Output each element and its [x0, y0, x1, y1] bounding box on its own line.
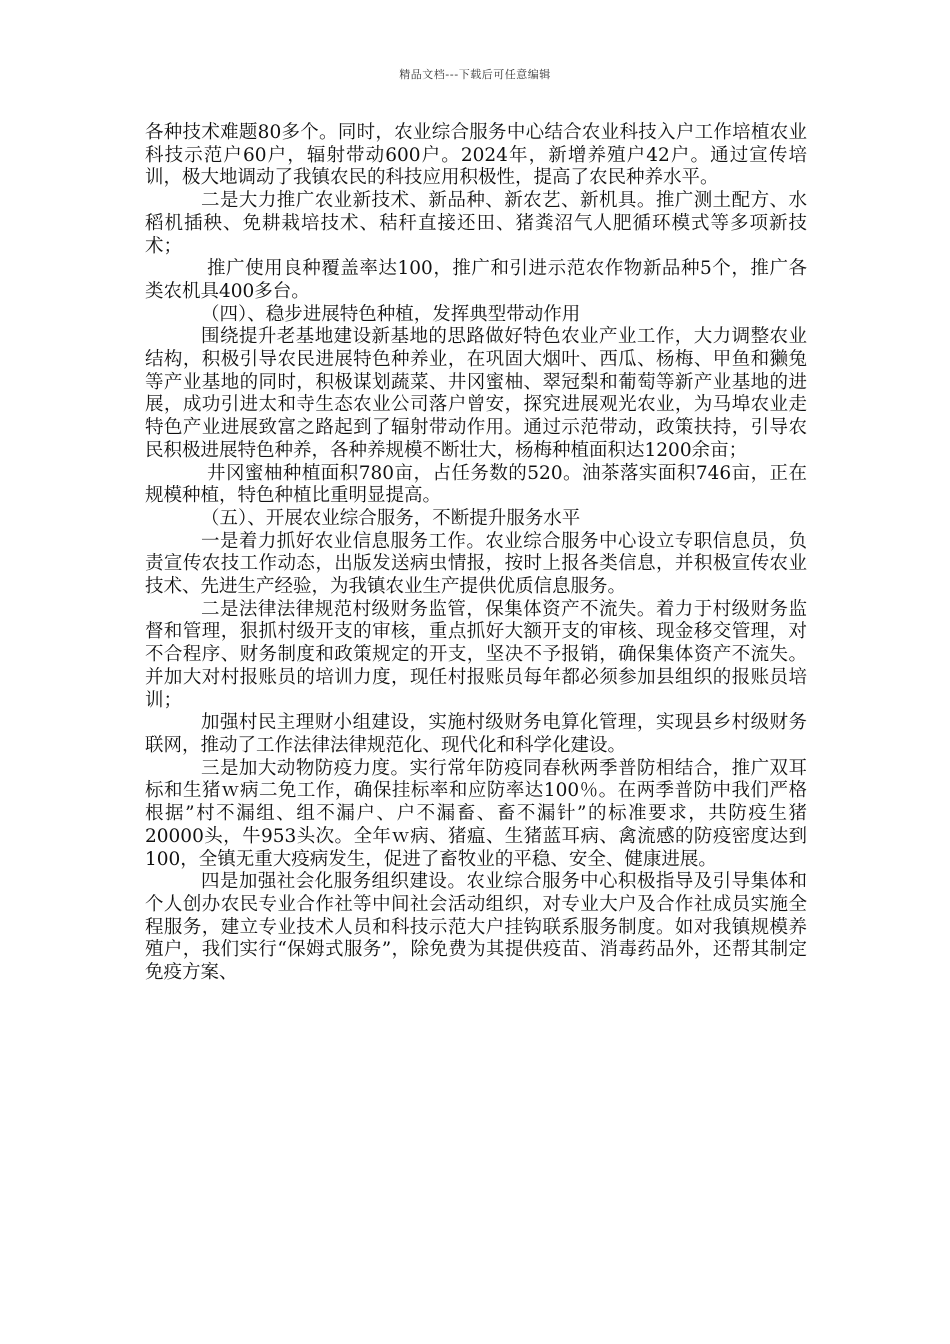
paragraph: 井冈蜜柚种植面积780亩，占任务数的520。油茶落实面积746亩，正在规模种植，特色种植比重明显提高。 [145, 462, 807, 507]
page-header: 精品文档---下载后可任意编辑 [399, 68, 551, 81]
paragraph: 三是加大动物防疫力度。实行常年防疫同春秋两季普防相结合，推广双耳标和生猪ｗ病二免工作，确保挂标率和应防率达100％。在两季普防中我们严格根据”村不漏组、组不漏户、户不漏畜、畜不漏针”的标准要求，共防疫生猪20000头，牛953头次。全年ｗ病、猪瘟、生猪蓝耳病、禽流感的防疫密度达到100，全镇无重大疫病发生，促进了畜牧业的平稳、安全、健康进展。 [145, 757, 807, 870]
section-heading: （四）、稳步进展特色种植，发挥典型带动作用 [201, 303, 581, 325]
paragraph: 围绕提升老基地建设新基地的思路做好特色农业产业工作，大力调整农业结构，积极引导农民进展特色种养业，在巩固大烟叶、西瓜、杨梅、甲鱼和獭兔等产业基地的同时，积极谋划蔬菜、井冈蜜柚、翠冠梨和葡萄等新产业基地的进展，成功引进太和寺生态农业公司落户曾安，探究进展观光农业，为马埠农业走特色产业进展致富之路起到了辐射带动作用。通过示范带动，政策扶持，引导农民积极进展特色种养，各种养规模不断壮大，杨梅种植面积达1200余亩； [145, 326, 807, 461]
paragraph: 加强村民主理财小组建设，实施村级财务电算化管理，实现县乡村级财务联网，推动了工作法律法律规范化、现代化和科学化建设。 [145, 712, 807, 756]
paragraph: 二是法律法律规范村级财务监管，保集体资产不流失。着力于村级财务监督和管理，狠抓村级开支的审核，重点抓好大额开支的审核、现金移交管理，对不合程序、财务制度和政策规定的开支，坚决不予报销，确保集体资产不流失。并加大对村报账员的培训力度，现任村报账员每年都必须参加县组织的报账员培训； [145, 598, 807, 711]
paragraph: 推广使用良种覆盖率达100，推广和引进示范农作物新品种5个，推广各类农机具400多台。 [145, 258, 807, 302]
document-body [145, 122, 807, 985]
paragraph: 一是着力抓好农业信息服务工作。农业综合服务中心设立专职信息员，负责宣传农技工作动态，出版发送病虫情报，按时上报各类信息，并积极宣传农业技术、先进生产经验，为我镇农业生产提供优质信息服务。 [145, 530, 807, 598]
section-heading: （五）、开展农业综合服务，不断提升服务水平 [201, 507, 581, 529]
paragraph: 各种技术难题80多个。同时，农业综合服务中心结合农业科技入户工作培植农业科技示范户60户，辐射带动600户。2024年，新增养殖户42户。通过宣传培训，极大地调动了我镇农民的科技应用积极性，提高了农民种养水平。 [145, 122, 807, 189]
paragraph: 四是加强社会化服务组织建设。农业综合服务中心积极指导及引导集体和个人创办农民专业合作社等中间社会活动组织，对专业大户及合作社成员实施全程服务，建立专业技术人员和科技示范大户挂钩联系服务制度。如对我镇规模养殖户，我们实行“保姆式服务”，除免费为其提供疫苗、消毒药品外，还帮其制定免疫方案、 [145, 871, 807, 984]
paragraph: 二是大力推广农业新技术、新品种、新农艺、新机具。推广测土配方、水稻机插秧、免耕栽培技术、秸秆直接还田、猪粪沼气人肥循环模式等多项新技术； [145, 190, 807, 257]
